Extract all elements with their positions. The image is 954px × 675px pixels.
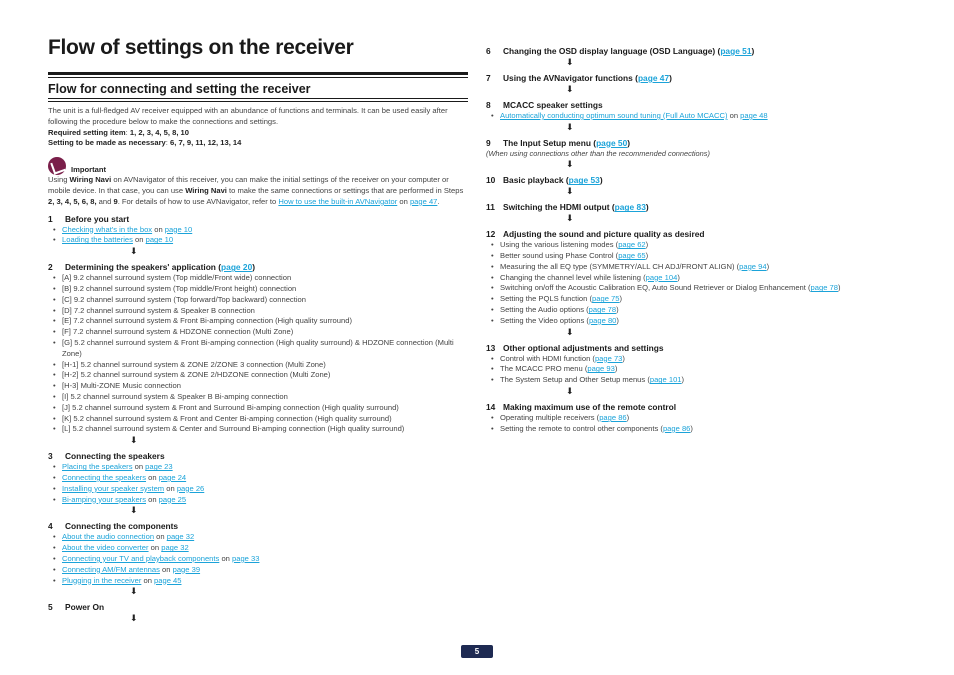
on-text: on bbox=[152, 224, 165, 234]
item-text: Switching on/off the Acoustic Calibration EQ, Auto Sound Retriever or Dialog Enhancement ( bbox=[500, 283, 811, 293]
step-10 bbox=[486, 175, 906, 186]
step-11 bbox=[486, 202, 906, 213]
step-2 bbox=[48, 262, 468, 273]
title-rule-thin bbox=[48, 77, 468, 78]
list-item bbox=[57, 235, 468, 246]
topic-link[interactable]: Connecting the speakers bbox=[62, 472, 147, 482]
page-link[interactable]: page 45 bbox=[154, 575, 182, 585]
left-steps bbox=[48, 214, 468, 624]
step-number: 13 bbox=[486, 342, 496, 353]
item-close: ) bbox=[616, 315, 619, 325]
list-item: • [H-2] 5.2 channel surround system & ZONE 2/HDZONE connection (Multi Zone) bbox=[57, 370, 468, 381]
list-item bbox=[57, 495, 468, 506]
page-link[interactable]: page 104 bbox=[645, 272, 678, 282]
down-arrow-icon: ⬇ bbox=[566, 57, 574, 67]
list-item bbox=[495, 424, 906, 435]
step-number: 12 bbox=[486, 229, 496, 240]
on-text: on bbox=[219, 553, 232, 563]
list-item: • [J] 5.2 channel surround system & Front and Surround Bi-amping connection (High quality surround) bbox=[57, 403, 468, 414]
list-item bbox=[495, 111, 906, 122]
step-title: Before you start bbox=[65, 213, 130, 224]
step-14 bbox=[486, 402, 906, 413]
list-item: • [G] 5.2 channel surround system & Front Bi-amping connection (High quality surround) & HDZONE connection (Multi Zone) bbox=[57, 338, 468, 360]
item-close: ) bbox=[645, 240, 649, 250]
step-title: MCACC speaker settings bbox=[503, 100, 603, 110]
item-close: ) bbox=[766, 261, 770, 271]
step-list bbox=[48, 273, 468, 435]
on-text: on bbox=[727, 111, 741, 120]
step-list bbox=[48, 225, 468, 247]
list-item bbox=[57, 543, 468, 554]
required-items: 1, 2, 3, 4, 5, 8, 10 bbox=[129, 127, 189, 137]
down-arrow-icon: ⬇ bbox=[566, 213, 574, 224]
intro-text: The unit is a full-fledged AV receiver equipped with an abundance of functions and terminals. It can be used easily after following the procedure below to make the connections and settings. bbox=[48, 106, 448, 126]
section-rule bbox=[48, 101, 468, 102]
required-line: Required setting item: 1, 2, 3, 4, 5, 8, 10 bbox=[48, 127, 189, 137]
step-title-close: ) bbox=[645, 202, 649, 213]
item-text: The MCACC PRO menu ( bbox=[500, 364, 588, 374]
list-item: • [H-3] Multi-ZONE Music connection bbox=[57, 381, 468, 392]
page-link[interactable]: page 73 bbox=[594, 353, 623, 363]
step-4 bbox=[48, 521, 468, 532]
item-close: ) bbox=[626, 413, 630, 423]
page-link[interactable]: page 94 bbox=[739, 261, 767, 271]
step-7 bbox=[486, 73, 906, 84]
page-link[interactable]: page 86 bbox=[599, 413, 627, 423]
page-link[interactable]: page 33 bbox=[232, 553, 260, 563]
step-title: Other optional adjustments and settings bbox=[503, 342, 664, 353]
step-9 bbox=[486, 138, 906, 149]
list-item: • [F] 7.2 channel surround system & HDZONE connection (Multi Zone) bbox=[57, 327, 468, 338]
page-link[interactable]: page 65 bbox=[618, 251, 646, 261]
list-item bbox=[495, 262, 906, 273]
step-6 bbox=[486, 46, 906, 57]
item-close: ) bbox=[616, 305, 619, 315]
item-text: Using the various listening modes ( bbox=[500, 240, 619, 250]
on-text: on bbox=[141, 575, 155, 585]
list-item bbox=[495, 354, 906, 365]
page-link[interactable]: page 48 bbox=[740, 111, 768, 120]
list-item: • [A] 9.2 channel surround system (Top middle/Front wide) connection bbox=[57, 273, 468, 284]
topic-link[interactable]: About the audio connection bbox=[62, 532, 155, 542]
step-number: 11 bbox=[486, 202, 495, 213]
item-text: Setting the PQLS function ( bbox=[500, 294, 593, 304]
step-list bbox=[486, 111, 906, 122]
list-item: • [C] 9.2 channel surround system (Top forward/Top backward) connection bbox=[57, 295, 468, 306]
important-label: Important bbox=[71, 164, 107, 174]
step-title-close: ) bbox=[751, 46, 755, 56]
item-text: Setting the remote to control other components ( bbox=[500, 423, 663, 433]
down-arrow-icon: ⬇ bbox=[566, 326, 574, 337]
list-item: • [H-1] 5.2 channel surround system & ZONE 2/ZONE 3 connection (Multi Zone) bbox=[57, 360, 468, 371]
step-title: Using the AVNavigator functions ( bbox=[503, 73, 638, 83]
item-close: ) bbox=[619, 294, 623, 304]
item-text: Setting the Audio options ( bbox=[500, 305, 589, 315]
page-link[interactable]: page 23 bbox=[145, 462, 173, 472]
page-link[interactable]: page 93 bbox=[587, 364, 615, 374]
setting-items: 6, 7, 9, 11, 12, 13, 14 bbox=[170, 138, 242, 148]
step-number: 4 bbox=[48, 521, 53, 532]
setting-label: Setting to be made as necessary bbox=[48, 138, 166, 148]
list-item: • [K] 5.2 channel surround system & Front and Center Bi-amping connection (High quality surround) bbox=[57, 414, 468, 425]
topic-link[interactable]: Checking what's in the box bbox=[62, 224, 153, 234]
on-text: on bbox=[164, 483, 177, 493]
step-number: 8 bbox=[486, 100, 491, 110]
item-close: ) bbox=[614, 364, 618, 374]
avnavigator-link[interactable]: How to use the built-in AVNavigator bbox=[278, 196, 398, 206]
topic-link[interactable]: Placing the speakers bbox=[62, 462, 133, 472]
required-label: Required setting item bbox=[48, 127, 126, 137]
page-link[interactable]: page 78 bbox=[588, 305, 617, 315]
page-link[interactable]: page 39 bbox=[172, 564, 201, 574]
list-item bbox=[495, 413, 906, 424]
step-page-link[interactable]: page 51 bbox=[720, 46, 752, 56]
step-title: Power On bbox=[65, 602, 105, 613]
step-number: 2 bbox=[48, 262, 53, 273]
list-item bbox=[495, 273, 906, 284]
important-icon bbox=[48, 157, 66, 175]
step-12 bbox=[486, 229, 906, 240]
list-item bbox=[495, 364, 906, 375]
page-link[interactable]: page 25 bbox=[158, 494, 187, 504]
step-number: 5 bbox=[48, 602, 53, 613]
step-13 bbox=[486, 343, 906, 354]
list-item bbox=[57, 462, 468, 473]
item-text: Control with HDMI function ( bbox=[500, 353, 595, 363]
important-text: Using Wiring Navi on AVNavigator of this receiver, you can make the initial settings of the receiver on your computer or mobile device. In that case, you can use Wiring Navi to make the same connections or settings that are performed in Steps 2, 3, 4, 5, 6, 8, and 9. For details of how to use AVNavigator, refer to How to use the built-in AVNavigator on page 47. bbox=[48, 175, 464, 206]
page-link[interactable]: page 78 bbox=[810, 283, 838, 293]
step-title-close: ) bbox=[669, 73, 672, 83]
step-number: 7 bbox=[486, 73, 491, 83]
list-item bbox=[495, 251, 906, 262]
page-link[interactable]: page 86 bbox=[662, 423, 691, 433]
item-text: Measuring the all EQ type (SYMMETRY/ALL CH ADJ/FRONT ALIGN) ( bbox=[500, 261, 740, 271]
step-title: Switching the HDMI output ( bbox=[503, 202, 615, 213]
topic-link[interactable]: Loading the batteries bbox=[62, 235, 133, 245]
list-item bbox=[495, 240, 906, 251]
list-item bbox=[57, 484, 468, 495]
topic-link[interactable]: About the video converter bbox=[62, 543, 149, 553]
page-link[interactable]: page 32 bbox=[166, 532, 195, 542]
item-close: ) bbox=[681, 375, 685, 385]
important-header bbox=[48, 157, 468, 175]
item-close: ) bbox=[837, 283, 841, 293]
item-close: ) bbox=[645, 251, 649, 261]
page-title: Flow of settings on the receiver bbox=[48, 36, 354, 59]
step-page-link[interactable]: page 83 bbox=[614, 202, 646, 213]
list-item: • [D] 7.2 channel surround system & Speaker B connection bbox=[57, 306, 468, 317]
list-item: • [E] 7.2 channel surround system & Front Bi-amping connection (High quality surround) bbox=[57, 316, 468, 327]
down-arrow-icon: ⬇ bbox=[130, 613, 138, 624]
down-arrow-icon: ⬇ bbox=[130, 435, 138, 446]
topic-link[interactable]: Connecting AM/FM antennas bbox=[62, 564, 160, 574]
step-title-close: ) bbox=[599, 175, 603, 186]
on-text: on bbox=[154, 532, 167, 542]
step-list bbox=[48, 532, 468, 586]
step-title: Determining the speakers' application ( bbox=[65, 262, 222, 273]
step-number: 10 bbox=[486, 175, 496, 186]
item-text: Better sound using Phase Control ( bbox=[500, 251, 619, 261]
topic-link[interactable]: Automatically conducting optimum sound tuning (Full Auto MCACC) bbox=[500, 111, 728, 120]
down-arrow-icon: ⬇ bbox=[566, 159, 574, 170]
right-column bbox=[486, 40, 906, 435]
step-number: 6 bbox=[486, 46, 491, 56]
left-column bbox=[48, 36, 468, 623]
topic-link[interactable]: Connecting your TV and playback components bbox=[62, 553, 220, 563]
list-item bbox=[57, 473, 468, 484]
down-arrow-icon: ⬇ bbox=[566, 121, 574, 132]
on-text: on bbox=[146, 472, 159, 482]
step-page-link[interactable]: page 20 bbox=[221, 262, 253, 273]
page-number: 5 bbox=[461, 645, 493, 658]
step-title-close: ) bbox=[627, 137, 631, 148]
step-list bbox=[486, 240, 906, 326]
down-arrow-icon: ⬇ bbox=[566, 186, 574, 197]
step-title: Connecting the speakers bbox=[65, 451, 165, 462]
list-item bbox=[57, 225, 468, 236]
step-number: 14 bbox=[486, 402, 496, 413]
page-link[interactable]: page 32 bbox=[161, 543, 189, 553]
step-page-link[interactable]: page 50 bbox=[596, 137, 628, 148]
step-title: Adjusting the sound and picture quality as desired bbox=[503, 229, 705, 240]
step-list bbox=[486, 354, 906, 386]
page-link[interactable]: page 80 bbox=[588, 315, 617, 325]
avnavigator-page-link[interactable]: page 47 bbox=[409, 196, 438, 206]
step-page-link[interactable]: page 47 bbox=[637, 73, 670, 83]
step-title: Changing the OSD display language (OSD Language) ( bbox=[503, 46, 721, 56]
item-close: ) bbox=[622, 353, 625, 363]
list-item bbox=[495, 305, 906, 316]
setting-line: Setting to be made as necessary: 6, 7, 9, 11, 12, 13, 14 bbox=[48, 138, 242, 148]
list-item bbox=[495, 294, 906, 305]
page-link[interactable]: page 62 bbox=[618, 240, 646, 250]
item-close: ) bbox=[690, 423, 693, 433]
down-arrow-icon: ⬇ bbox=[130, 505, 138, 516]
step-number: 1 bbox=[48, 213, 53, 224]
step-list bbox=[48, 462, 468, 505]
section-heading: Flow for connecting and setting the receiver bbox=[48, 82, 468, 99]
list-item bbox=[57, 554, 468, 565]
step-title: Basic playback ( bbox=[503, 175, 569, 186]
down-arrow-icon: ⬇ bbox=[130, 586, 138, 597]
on-text: on bbox=[146, 494, 159, 504]
step-title: Making maximum use of the remote control bbox=[503, 402, 677, 413]
step-number: 3 bbox=[48, 451, 53, 462]
step-number: 9 bbox=[486, 137, 491, 148]
page-link[interactable]: page 75 bbox=[592, 294, 620, 304]
step-3 bbox=[48, 451, 468, 462]
on-text: on bbox=[132, 235, 146, 245]
topic-link[interactable]: Bi-amping your speakers bbox=[62, 494, 146, 504]
topic-link[interactable]: Installing your speaker system bbox=[62, 483, 165, 493]
page-link[interactable]: page 101 bbox=[649, 375, 682, 385]
list-item bbox=[57, 565, 468, 576]
step-title: The Input Setup menu ( bbox=[503, 137, 597, 148]
item-text: Changing the channel level while listening ( bbox=[500, 272, 646, 282]
step-page-link[interactable]: page 53 bbox=[568, 175, 600, 186]
page-link[interactable]: page 26 bbox=[176, 483, 205, 493]
right-steps bbox=[486, 46, 906, 435]
step-5 bbox=[48, 602, 468, 613]
on-text: on bbox=[148, 543, 162, 553]
topic-link[interactable]: Plugging in the receiver bbox=[62, 575, 142, 585]
down-arrow-icon: ⬇ bbox=[566, 84, 574, 94]
on-text: on bbox=[132, 462, 146, 472]
step-note: (When using connections other than the recommended connections) bbox=[486, 148, 710, 158]
step-title-close: ) bbox=[252, 262, 256, 273]
item-text: The System Setup and Other Setup menus ( bbox=[500, 375, 650, 385]
list-item: • [I] 5.2 channel surround system & Speaker B Bi-amping connection bbox=[57, 392, 468, 403]
list-item bbox=[57, 532, 468, 543]
list-item bbox=[57, 576, 468, 587]
list-item bbox=[495, 316, 906, 327]
list-item: • [L] 5.2 channel surround system & Center and Surround Bi-amping connection (High quality surround) bbox=[57, 424, 468, 435]
step-1 bbox=[48, 214, 468, 225]
list-item bbox=[495, 283, 906, 294]
item-close: ) bbox=[677, 272, 680, 282]
page-link[interactable]: page 24 bbox=[158, 472, 187, 482]
item-text: Setting the Video options ( bbox=[500, 315, 589, 325]
on-text: on bbox=[159, 564, 173, 574]
title-rule bbox=[48, 72, 468, 75]
page-link[interactable]: page 10 bbox=[145, 235, 174, 245]
step-title: Connecting the components bbox=[65, 521, 179, 532]
step-8 bbox=[486, 100, 906, 111]
list-item: • [B] 9.2 channel surround system (Top middle/Front height) connection bbox=[57, 284, 468, 295]
down-arrow-icon: ⬇ bbox=[566, 386, 574, 397]
step-list bbox=[486, 413, 906, 435]
page-link[interactable]: page 10 bbox=[164, 224, 193, 234]
item-text: Operating multiple receivers ( bbox=[500, 413, 600, 423]
list-item bbox=[495, 375, 906, 386]
down-arrow-icon: ⬇ bbox=[130, 246, 138, 257]
